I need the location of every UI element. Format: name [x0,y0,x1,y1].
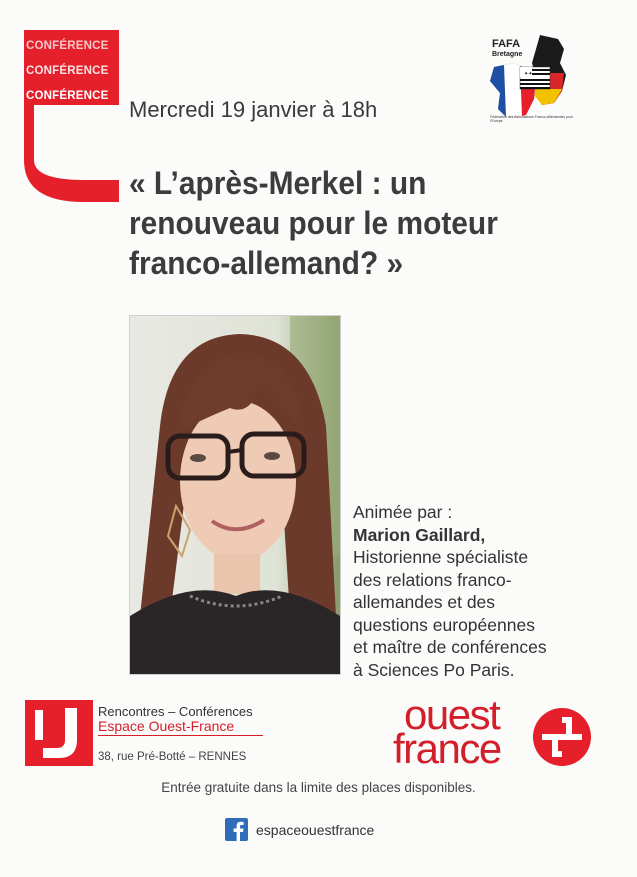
entry-notice: Entrée gratuite dans la limite des places disponibles. [161,780,476,795]
event-title [129,163,561,283]
venue-line2: Espace Ouest-France [98,718,235,734]
venue-line1: Rencontres – Conférences [98,704,253,719]
svg-text:✦✦: ✦✦ [524,71,533,77]
host-intro: Animée par : [353,502,453,522]
espace-ouest-france-logo [25,700,93,766]
facebook-icon[interactable] [225,818,248,841]
event-title-line: « L’après-Merkel : un [129,165,427,201]
host-info [353,501,547,681]
host-bio-line: et maître de conférences [353,637,547,657]
fafa-tagline: Fédération des Associations Franco-Allemandes pour l'Europe [490,115,574,123]
ouest-france-logo-word1: ouest [404,691,500,738]
facebook-handle[interactable]: espaceouestfrance [256,822,375,838]
event-title-line: franco-allemand? » [129,245,404,281]
ouest-france-logo-word2: france [393,725,501,772]
conference-word-3: CONFÉRENCE [26,90,109,102]
event-date: Mercredi 19 janvier à 18h [129,97,378,122]
venue-divider [98,735,263,736]
host-bio-line: des relations franco- [353,569,512,590]
host-bio-line: à Sciences Po Paris. [353,659,515,680]
host-bio-line: allemandes et des [353,592,496,612]
speaker-photo [129,315,341,675]
host-bio-line: questions européennes [353,614,535,635]
host-name [353,524,547,547]
fafa-sub: Bretagne [492,51,523,58]
conference-word-1: CONFÉRENCE [26,40,109,52]
event-title-line: renouveau pour le moteur [129,205,498,241]
host-bio-line: Historienne spécialiste [353,547,529,567]
conference-word-2: CONFÉRENCE [26,65,109,77]
host-name-text: Marion Gaillard, [353,524,486,545]
fafa-name: FAFA [492,38,521,50]
conference-words [24,34,119,109]
venue-address: 38, rue Pré-Botté – RENNES [98,751,247,763]
ouest-france-emblem [532,707,592,767]
